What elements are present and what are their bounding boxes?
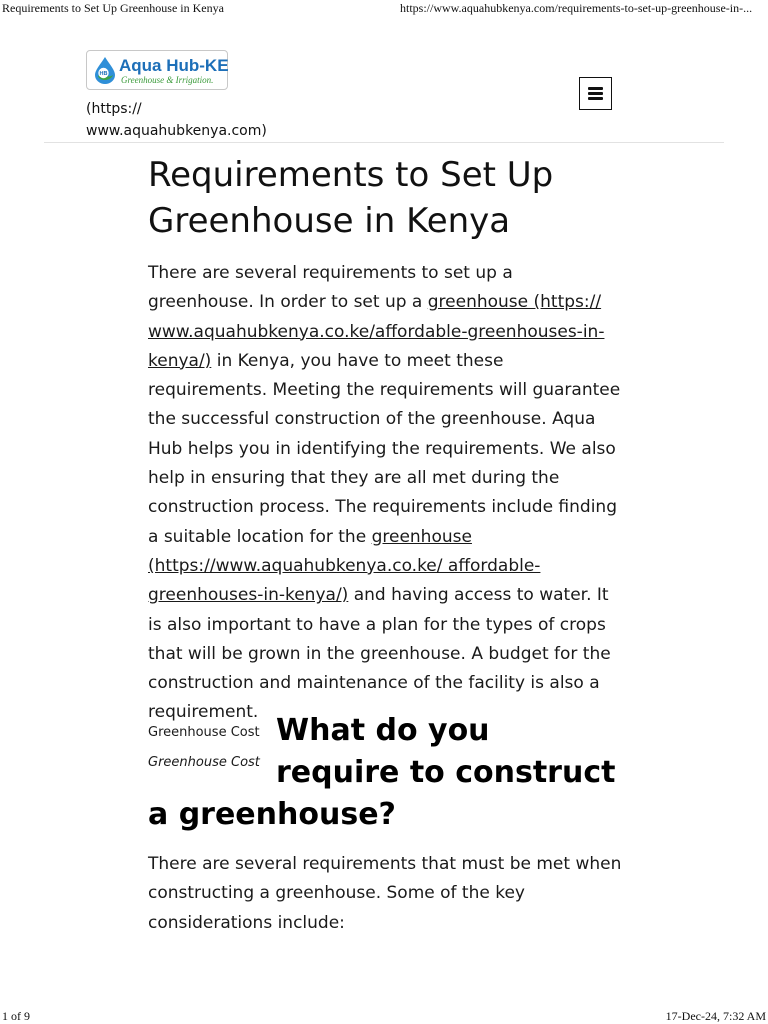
greenhouse-link-1[interactable]: greenhouse (https:// www.aquahubkenya.co.ke/affordable-greenhouses-in-kenya/) [148, 292, 605, 371]
water-drop-icon [92, 56, 118, 84]
section-body-paragraph: There are several requirements that must be met when constructing a greenhouse. Some of the key considerations include: [148, 854, 622, 933]
site-logo-link[interactable] [86, 50, 228, 90]
logo-tagline: Greenhouse & Irrigation. [121, 75, 214, 85]
home-url-text: (https:// www.aquahubkenya.com) [86, 101, 267, 139]
greenhouse-link-2[interactable]: greenhouse (https://www.aquahubkenya.co.ke/ affordable-greenhouses-in-kenya/) [148, 526, 541, 606]
page-title: Requirements to Set Up Greenhouse in Kenya [148, 155, 554, 241]
intro-text-3: and having access to water. It is also important to have a plan for the types of crops that will be grown in the greenhouse. A budget for the construction and maintenance of the facility is also a requirement. [148, 585, 611, 723]
section-heading-text: What do you require to construct a greenhouse? [148, 713, 616, 832]
intro-text-1: There are several requirements to set up a greenhouse. In order to set up a [148, 263, 513, 313]
print-page-title: Requirements to Set Up Greenhouse in Kenya [2, 1, 224, 15]
image-caption: Greenhouse Cost [148, 755, 260, 770]
print-header [0, 0, 768, 18]
menu-button[interactable] [579, 77, 612, 110]
print-timestamp: 17-Dec-24, 7:32 AM [665, 1009, 766, 1023]
page-count: 1 of 9 [2, 1009, 30, 1023]
logo-badge-text: HB [99, 71, 108, 77]
section-heading [148, 710, 623, 836]
print-footer [0, 1008, 768, 1024]
header-divider [44, 142, 724, 143]
intro-paragraph [148, 259, 623, 728]
image-alt-text: Greenhouse Cost [148, 725, 260, 740]
intro-text-2: in Kenya, you have to meet these requirements. Meeting the requirements will guarantee the successful construction of the greenhouse. Aqua Hub helps you in identifying the requirements. We also help in ensuring that they are all met during the construction process. The requirements include finding a suitable location for the [148, 350, 621, 547]
logo-brand-name: Aqua Hub-KE [119, 56, 229, 75]
print-page-url: https://www.aquahubkenya.com/requirements-to-set-up-greenhouse-in-... [400, 1, 753, 15]
